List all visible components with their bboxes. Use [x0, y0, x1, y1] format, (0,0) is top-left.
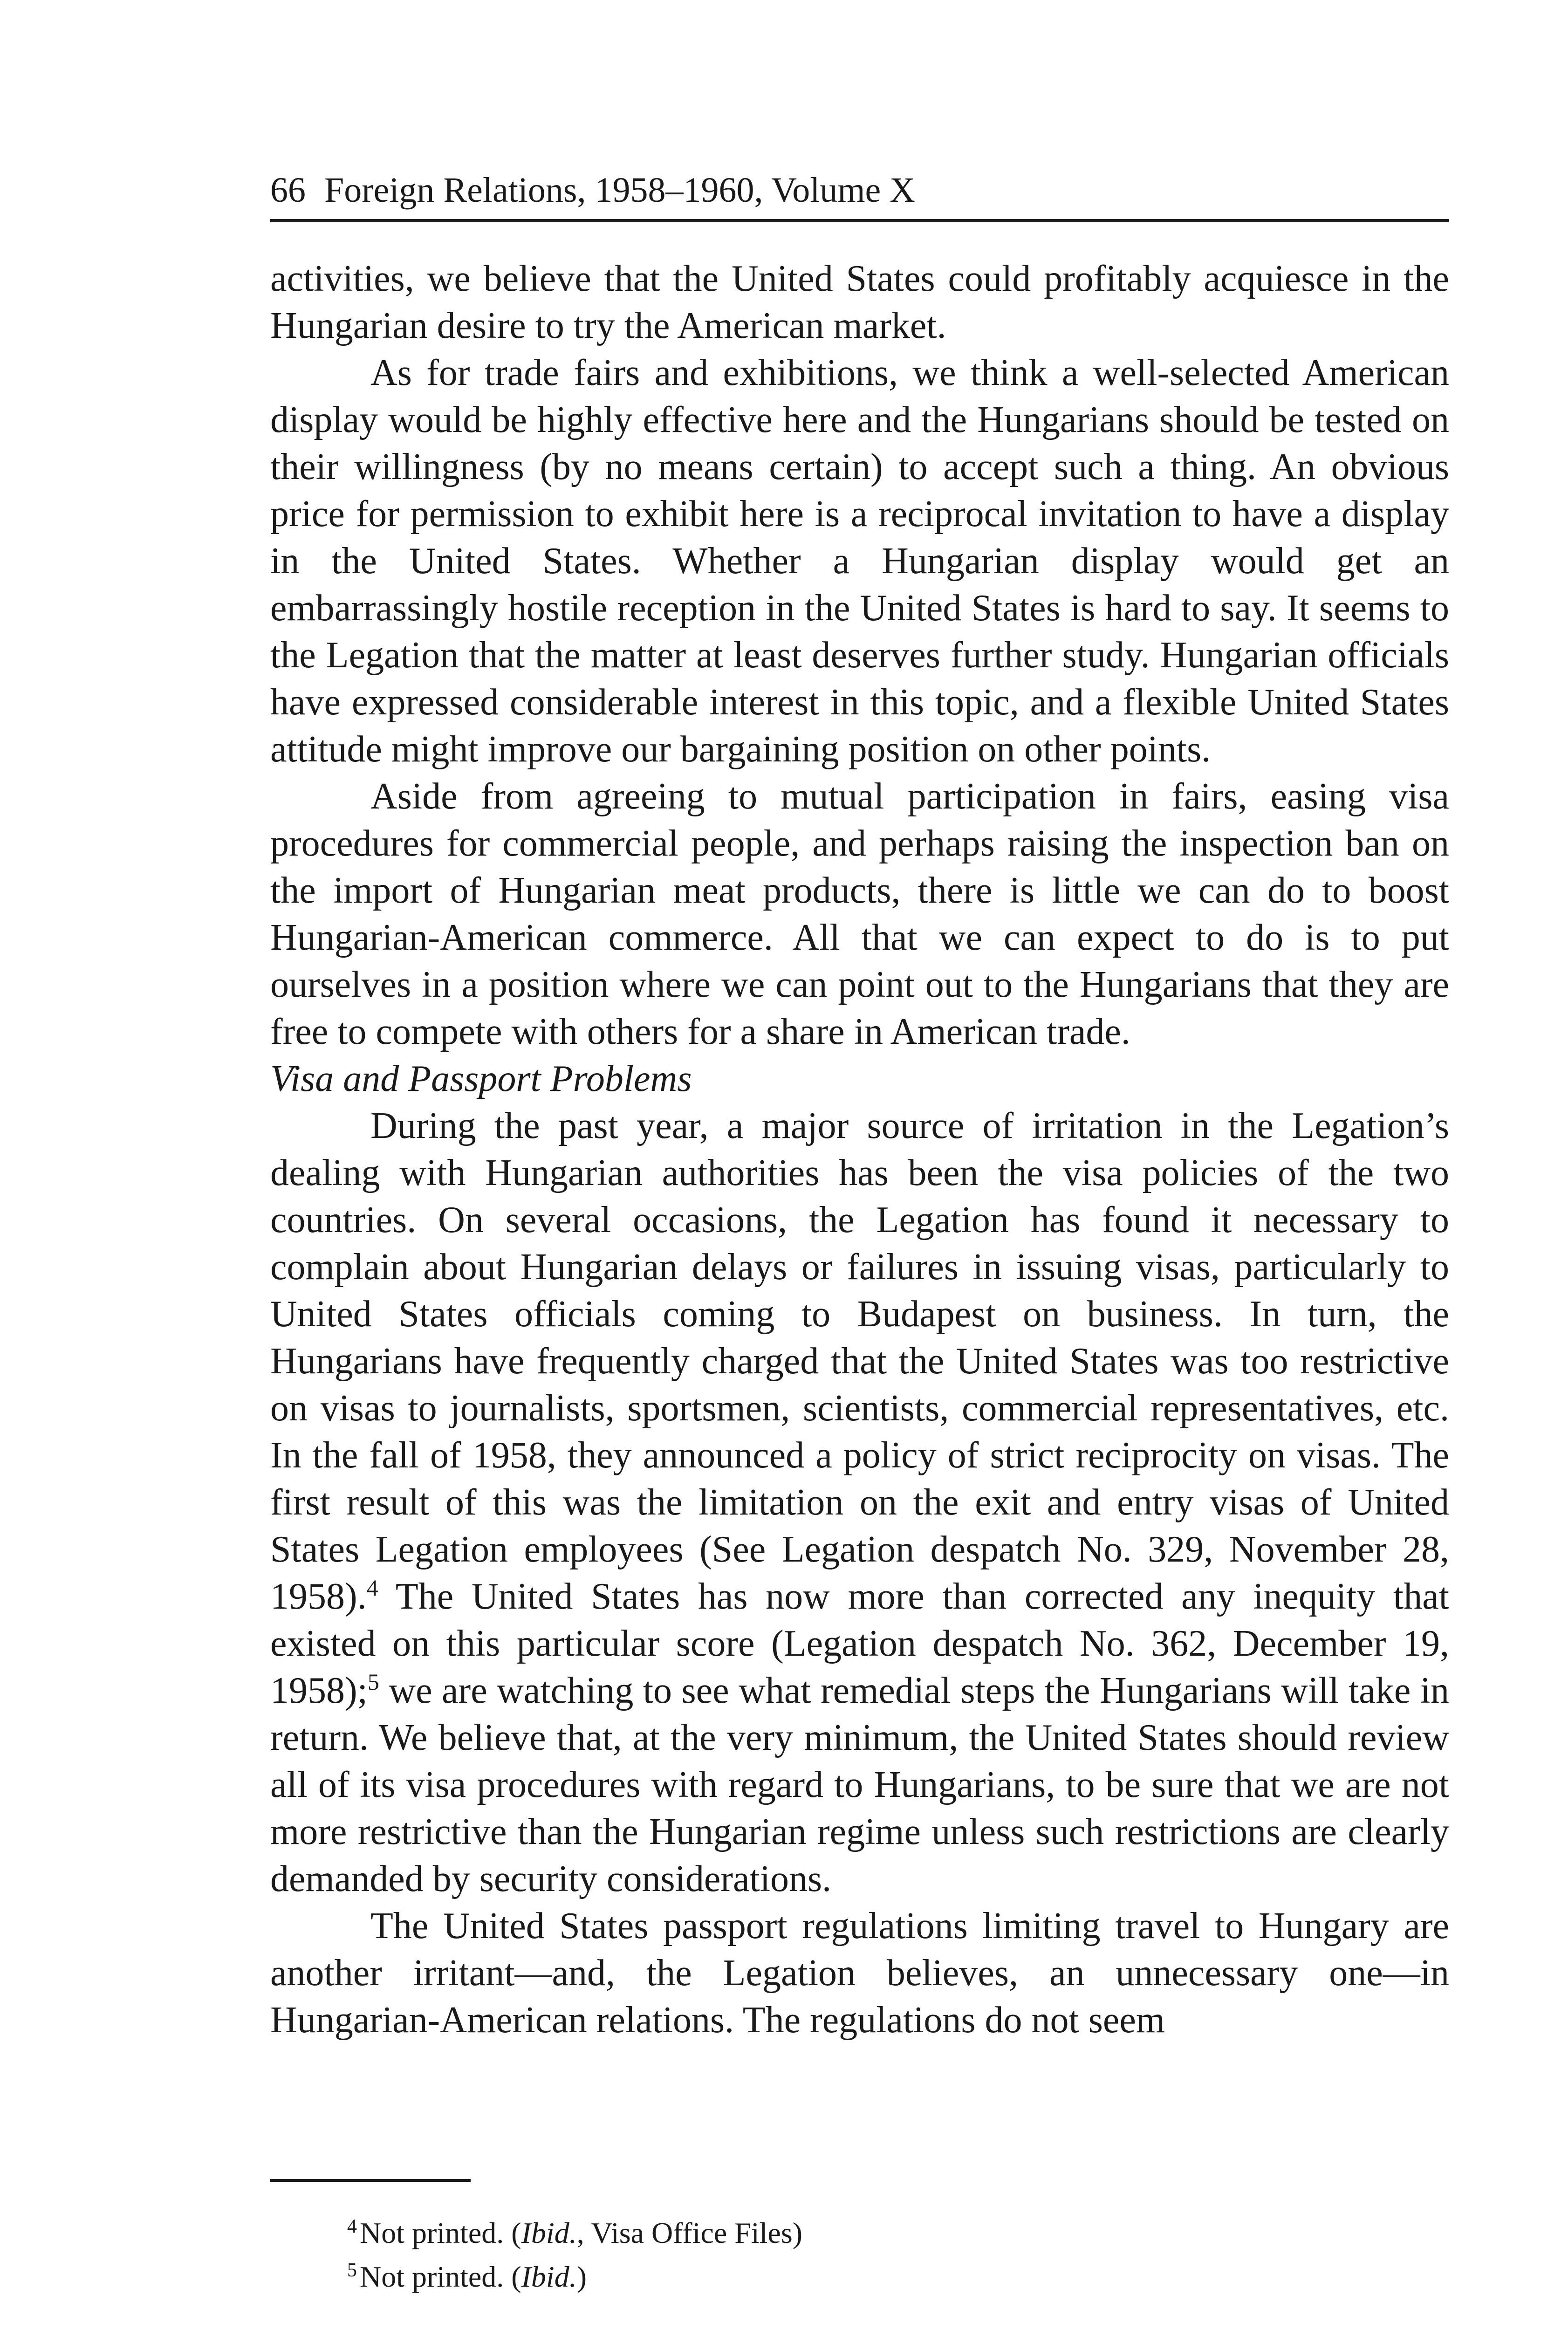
footnote-text: [360, 2216, 802, 2249]
footnote-text-after: , Visa Office Files): [576, 2216, 803, 2249]
paragraph-visa-text-2: The United States has now more than corrected any inequity that existed on this particular score (Legation despatch No. 362, December 19, 1958);: [270, 1576, 1449, 1711]
footnote-marker: 5: [347, 2260, 357, 2281]
header-rule: [270, 219, 1449, 222]
footnote-text-italic: Ibid.: [521, 2260, 577, 2293]
paragraph-visa-text-1: During the past year, a major source of irritation in the Legation’s dealing with Hungarian authorities has been the visa policies of the two countries. On several occasions, the Legation has found it necessary to complain about Hungarian delays or failures in issuing visas, particularly to United States officials coming to Budapest on business. In turn, the Hungarians have frequently charged that the United States was too restrictive on visas to journalists, sportsmen, scientists, commercial representatives, etc. In the fall of 1958, they announced a policy of strict reciprocity on visas. The first result of this was the limitation on the exit and entry visas of United States Legation employees (See Legation despatch No. 329, November 28, 1958).: [270, 1105, 1449, 1617]
footnote-rule: [270, 2179, 471, 2182]
footnote-5: [347, 2255, 1419, 2299]
section-heading: Visa and Passport Problems: [270, 1058, 692, 1099]
footnote-ref-5[interactable]: 5: [367, 1669, 379, 1695]
footnotes: [347, 2211, 1419, 2299]
footnote-text: [360, 2260, 587, 2293]
body-text: [270, 255, 1449, 2044]
footnote-text-italic: Ibid.: [521, 2216, 577, 2249]
footnote-text-plain: Not printed. (: [360, 2216, 521, 2249]
running-title: Foreign Relations, 1958–1960, Volume X: [324, 171, 916, 210]
footnote-ref-4[interactable]: 4: [366, 1575, 378, 1601]
footnote-text-plain: Not printed. (: [360, 2260, 521, 2293]
paragraph-commerce: Aside from agreeing to mutual participation in fairs, easing visa procedures for commercial people, and perhaps raising the inspection ban on the import of Hungarian meat products, there is little we can do to boost Hungarian-American commerce. All that we can expect to do is to put ourselves in a position where we can point out to the Hungarians that they are free to compete with others for a share in American trade.: [270, 776, 1449, 1052]
footnote-marker: 4: [347, 2216, 357, 2237]
running-head: [270, 168, 1440, 212]
paragraph-continued: activities, we believe that the United States could profitably acquiesce in the Hungarian desire to try the American market.: [270, 258, 1449, 346]
paragraph-trade-fairs: As for trade fairs and exhibitions, we think a well-selected American display would be highly effective here and the Hungarians should be tested on their willingness (by no means certain) to accept such a thing. An obvious price for permission to exhibit here is a reciprocal invitation to have a display in the United States. Whether a Hungarian display would get an embarrassingly hostile reception in the United States is hard to say. It seems to the Legation that the matter at least deserves further study. Hungarian officials have expressed considerable interest in this topic, and a flexible United States attitude might improve our bargaining position on other points.: [270, 352, 1449, 770]
footnote-4: [347, 2211, 1419, 2255]
paragraph-passport-regulations: The United States passport regulations limiting travel to Hungary are another irritant—and, the Legation believes, an unnecessary one—in Hungarian-American relations. The regulations do not seem: [270, 1905, 1449, 2041]
footnote-text-after: ): [576, 2260, 587, 2293]
paragraph-visa-policies: [270, 1103, 1449, 1903]
paragraph-visa-text-3: we are watching to see what remedial steps the Hungarians will take in return. We believe that, at the very minimum, the United States should review all of its visa procedures with regard to Hungarians, to be sure that we are not more restrictive than the Hungarian regime unless such restrictions are clearly demanded by security considerations.: [270, 1670, 1449, 1899]
page-number: 66: [270, 171, 306, 210]
